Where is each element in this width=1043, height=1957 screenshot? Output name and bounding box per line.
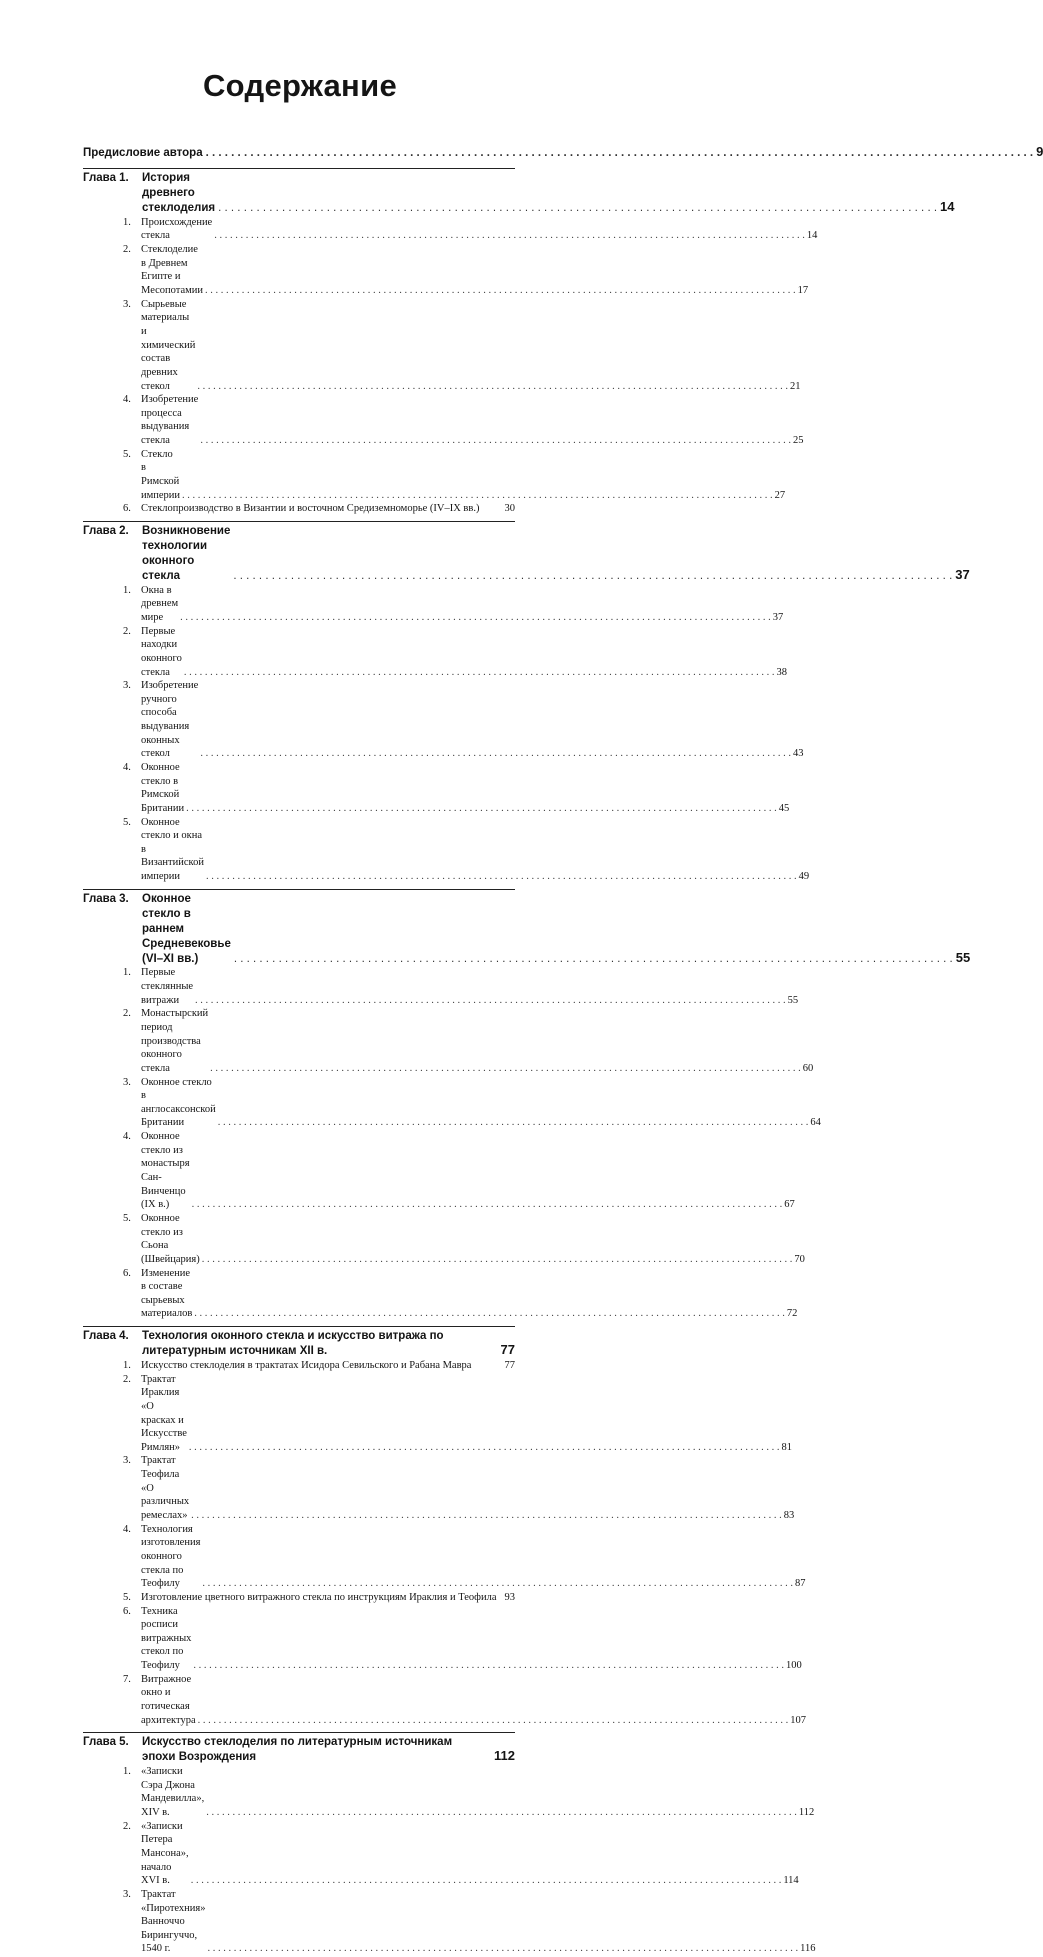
chapter-entry — [83, 1732, 816, 1957]
section-entry[interactable] — [123, 502, 515, 516]
section-list — [123, 1359, 806, 1728]
section-number: 5. — [123, 1212, 131, 1224]
chapter-number: Глава 2. — [83, 524, 129, 537]
dot-leader — [200, 747, 791, 761]
dot-leader — [218, 1116, 809, 1130]
section-page: 21 — [789, 380, 801, 392]
section-page: 43 — [792, 748, 804, 760]
section-title: Искусство стеклоделия в трактатах Исидора Севильского и Рабана Мавра — [141, 1359, 472, 1371]
chapter-title: Оконное стекло в раннем Средневековье (VI–XI вв.) — [142, 892, 231, 965]
chapter-title: Возникновение технологии оконного стекла — [142, 524, 231, 582]
chapter-title: История древнего стеклоделия — [142, 172, 216, 214]
dot-leader — [202, 1577, 793, 1591]
section-title: Окна в древнем мире — [141, 584, 179, 623]
section-entry[interactable] — [123, 1267, 798, 1322]
section-page: 30 — [504, 503, 515, 515]
section-entry[interactable] — [123, 243, 809, 298]
section-entry[interactable] — [123, 216, 818, 243]
section-entry[interactable] — [123, 816, 810, 884]
section-number: 3. — [123, 680, 131, 692]
section-entry[interactable] — [123, 448, 786, 503]
chapter-page: 112 — [494, 1748, 515, 1764]
chapter-entry — [83, 889, 971, 1322]
dot-leader — [233, 569, 952, 584]
section-entry[interactable] — [123, 1888, 816, 1956]
section-page: 100 — [786, 1660, 802, 1672]
section-page: 37 — [772, 611, 784, 623]
section-title: Первые стеклянные витражи — [141, 967, 194, 1006]
section-title: Первые находки оконного стекла — [141, 625, 182, 678]
section-entry[interactable] — [123, 1076, 821, 1131]
dot-leader — [205, 284, 796, 298]
section-number: 1. — [123, 967, 131, 979]
section-title: Оконное стекло и окна в Византийской империи — [141, 816, 204, 883]
chapter-entry — [83, 168, 955, 517]
section-entry[interactable] — [123, 1591, 515, 1605]
section-page: 114 — [783, 1875, 799, 1887]
section-list — [123, 584, 810, 885]
page-title: Содержание — [203, 68, 397, 103]
section-title: Витражное окно и готическая архитектура — [141, 1673, 196, 1726]
chapter-number: Глава 4. — [83, 1330, 129, 1343]
chapter-number: Глава 5. — [83, 1736, 129, 1749]
chapter-heading[interactable] — [83, 524, 970, 584]
section-page: 72 — [786, 1308, 798, 1320]
section-page: 14 — [806, 230, 818, 242]
section-title: Сырьевые материалы и химический состав древних стекол — [141, 298, 196, 392]
dot-leader — [206, 1806, 797, 1820]
table-of-contents — [83, 144, 1043, 1957]
section-page: 17 — [797, 285, 809, 297]
section-number: 2. — [123, 1373, 131, 1385]
dot-leader — [182, 489, 773, 503]
section-number: 3. — [123, 1076, 131, 1088]
section-list — [123, 966, 821, 1322]
section-page: 77 — [504, 1359, 515, 1371]
dot-leader — [218, 201, 937, 216]
preface-label: Предисловие автора — [83, 147, 203, 159]
section-title: «Записки Сэра Джона Мандевилла», XIV в. — [141, 1766, 205, 1819]
section-number: 5. — [123, 448, 131, 460]
section-title: Изготовление цветного витражного стекла по инструкциям Ираклия и Теофила — [141, 1591, 497, 1603]
section-page: 60 — [802, 1062, 814, 1074]
section-list — [123, 1765, 816, 1957]
chapter-page: 55 — [955, 949, 971, 965]
section-title: Трактат Теофила «О различных ремеслах» — [141, 1455, 190, 1522]
section-number: 7. — [123, 1673, 131, 1685]
section-title: Монастырский период производства оконного стекла — [141, 1008, 209, 1074]
section-entry[interactable] — [123, 584, 784, 625]
section-title: «Записки Петера Мансона», начало XVI в. — [141, 1820, 189, 1887]
section-number: 2. — [123, 244, 131, 256]
dot-leader — [193, 1659, 784, 1673]
section-entry[interactable] — [123, 679, 804, 761]
preface-page: 9 — [1036, 144, 1043, 159]
section-page: 87 — [795, 1578, 806, 1590]
dot-leader — [186, 802, 777, 816]
section-number: 6. — [123, 1267, 131, 1279]
chapter-number: Глава 3. — [83, 892, 129, 905]
section-number: 4. — [123, 1131, 131, 1143]
section-number: 3. — [123, 1888, 131, 1900]
chapter-number: Глава 1. — [83, 172, 129, 184]
section-title: Технология изготовления оконного стекла по Теофилу — [141, 1523, 201, 1590]
dot-leader — [206, 147, 1034, 161]
section-number: 1. — [123, 584, 131, 596]
section-number: 4. — [123, 394, 131, 406]
section-page: 49 — [798, 871, 810, 883]
dot-leader — [206, 870, 797, 884]
section-entry[interactable] — [123, 761, 790, 816]
section-entry[interactable] — [123, 1605, 802, 1673]
section-page: 45 — [778, 802, 790, 814]
chapter-entry — [83, 1326, 806, 1728]
section-title: Оконное стекло в англосаксонской Британии — [141, 1076, 216, 1129]
dot-leader — [214, 229, 805, 243]
chapter-title: Искусство стеклоделия по литературным источникам эпохи Возрождения — [142, 1736, 453, 1764]
section-page: 107 — [790, 1714, 806, 1726]
section-number: 5. — [123, 816, 131, 828]
section-page: 38 — [776, 666, 787, 678]
dot-leader — [194, 1307, 785, 1321]
dot-leader — [192, 1198, 783, 1212]
section-title: Стекло в Римской империи — [141, 448, 181, 501]
section-entry[interactable] — [123, 1373, 793, 1455]
section-number: 1. — [123, 1359, 131, 1371]
chapter-page: 14 — [940, 198, 955, 214]
chapter-heading[interactable] — [83, 892, 971, 967]
section-number: 2. — [123, 1820, 131, 1832]
section-title: Трактат «Пиротехния» Ванноччо Бирингуччо, 1540 г. — [141, 1888, 206, 1955]
section-entry[interactable] — [123, 298, 801, 393]
section-entry[interactable] — [123, 625, 787, 680]
section-number: 1. — [123, 216, 131, 228]
section-title: Оконное стекло из Сьона (Швейцария) — [141, 1212, 200, 1265]
section-entry[interactable] — [123, 966, 799, 1007]
dot-leader — [191, 1874, 782, 1888]
dot-leader — [197, 380, 788, 394]
section-title: Стеклопроизводство в Византии и восточном Средиземноморье (IV–IX вв.) — [141, 503, 480, 515]
section-number: 6. — [123, 1605, 131, 1617]
section-number: 4. — [123, 1523, 131, 1535]
chapter-heading[interactable] — [83, 1329, 515, 1359]
dot-leader — [180, 611, 771, 625]
chapter-heading[interactable] — [83, 1735, 515, 1765]
section-title: Оконное стекло в Римской Британии — [141, 761, 185, 814]
section-number: 4. — [123, 761, 131, 773]
section-entry[interactable] — [123, 1523, 806, 1591]
chapter-title: Технология оконного стекла и искусство витража по литературным источникам XII в. — [142, 1330, 444, 1358]
section-title: Изменение в составе сырьевых материалов — [141, 1267, 193, 1320]
section-page: 93 — [504, 1591, 515, 1603]
section-page: 55 — [787, 994, 799, 1006]
chapter-entry — [83, 521, 970, 885]
section-entry[interactable] — [123, 1359, 515, 1373]
chapter-page: 37 — [955, 566, 970, 582]
section-title: Изобретение процесса выдувания стекла — [141, 394, 199, 447]
section-page: 70 — [794, 1253, 805, 1265]
section-number: 3. — [123, 1455, 131, 1467]
dot-leader — [189, 1441, 780, 1455]
section-title: Изобретение ручного способа выдувания оконных стекол — [141, 680, 199, 760]
section-page: 67 — [784, 1199, 795, 1211]
section-number: 3. — [123, 298, 131, 310]
section-entry[interactable] — [123, 1007, 814, 1075]
section-number: 2. — [123, 625, 131, 637]
section-number: 1. — [123, 1766, 131, 1778]
section-title: Стеклоделие в Древнем Египте и Месопотамии — [141, 244, 204, 297]
preface-entry[interactable] — [83, 144, 1043, 164]
section-page: 64 — [810, 1117, 821, 1129]
dot-leader — [191, 1509, 782, 1523]
dot-leader — [198, 1714, 789, 1728]
chapter-heading[interactable] — [83, 171, 955, 216]
chapter-page: 77 — [500, 1342, 515, 1358]
section-entry[interactable] — [123, 1765, 815, 1820]
section-number: 2. — [123, 1008, 131, 1020]
section-entry[interactable] — [123, 1212, 805, 1267]
section-page: 27 — [774, 489, 786, 501]
dot-leader — [234, 952, 953, 967]
section-entry[interactable] — [123, 1130, 795, 1212]
section-entry[interactable] — [123, 1673, 806, 1728]
dot-leader — [207, 1942, 798, 1956]
section-title: Оконное стекло из монастыря Сан-Винченцо (IX в.) — [141, 1131, 190, 1211]
section-list — [123, 216, 818, 517]
section-entry[interactable] — [123, 1820, 799, 1888]
section-number: 6. — [123, 503, 131, 515]
section-entry[interactable] — [123, 1454, 795, 1522]
section-page: 81 — [781, 1441, 793, 1453]
section-page: 25 — [792, 435, 804, 447]
section-title: Происхождение стекла — [141, 216, 213, 242]
section-entry[interactable] — [123, 393, 804, 448]
section-page: 116 — [800, 1943, 816, 1955]
section-page: 112 — [798, 1807, 815, 1819]
dot-leader — [184, 666, 775, 680]
section-title: Трактат Ираклия «О красках и Искусстве Римлян» — [141, 1373, 187, 1453]
dot-leader — [202, 1253, 793, 1267]
section-title: Техника росписи витражных стекол по Теофилу — [141, 1605, 192, 1672]
section-page: 83 — [783, 1510, 795, 1522]
dot-leader — [200, 434, 791, 448]
section-number: 5. — [123, 1591, 131, 1603]
dot-leader — [210, 1062, 801, 1076]
dot-leader — [195, 994, 786, 1008]
